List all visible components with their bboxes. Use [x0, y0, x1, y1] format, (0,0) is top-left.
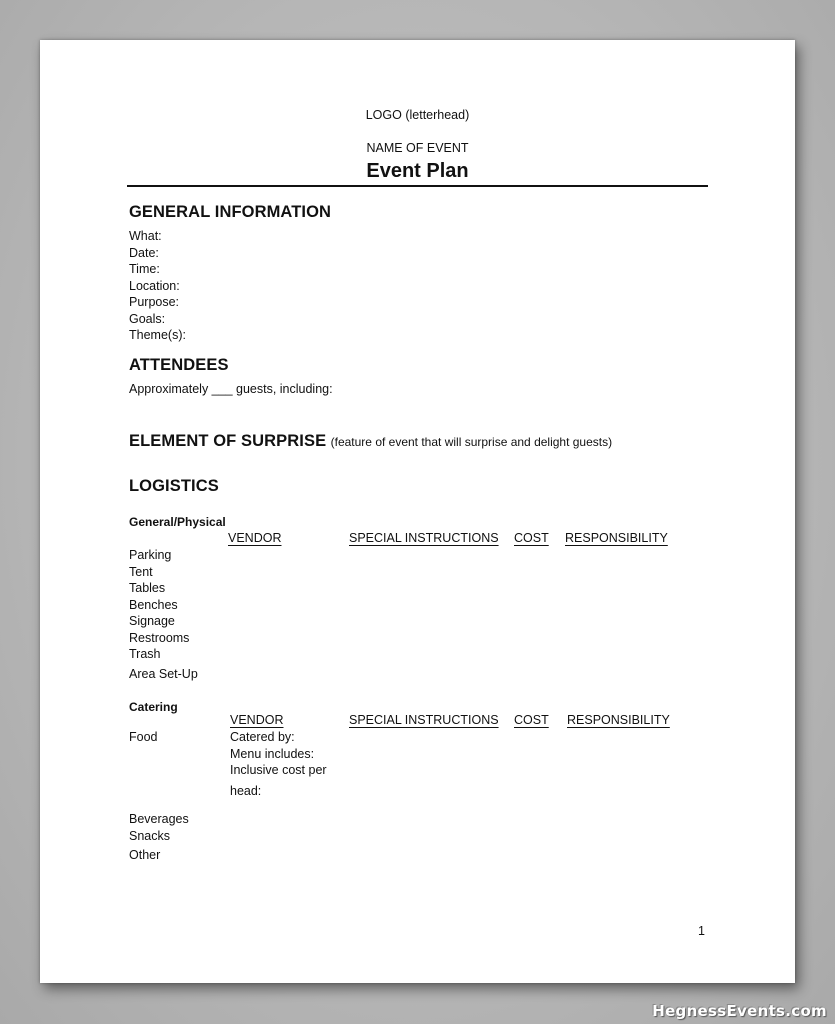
document-page	[40, 40, 795, 983]
item-trash: Trash	[129, 647, 161, 661]
column-responsibility: RESPONSIBILITY	[565, 531, 668, 545]
item-restrooms: Restrooms	[129, 630, 190, 645]
field-location: Location:	[129, 278, 180, 293]
surprise-section	[129, 432, 612, 451]
general-physical-heading: General/Physical	[129, 515, 226, 529]
item-signage: Signage	[129, 614, 175, 628]
item-snacks: Snacks	[129, 828, 170, 843]
logistics-heading: LOGISTICS	[129, 477, 219, 495]
catering-heading: Catering	[129, 700, 178, 714]
item-beverages: Beverages	[129, 812, 189, 826]
attendees-heading: ATTENDEES	[129, 356, 229, 374]
column-cost: COST	[514, 531, 549, 545]
vendor-menu-includes: Menu includes:	[230, 746, 315, 761]
item-benches: Benches	[129, 597, 178, 612]
logo-placeholder: LOGO (letterhead)	[365, 108, 470, 122]
attendees-text: Approximately ___ guests, including:	[129, 382, 333, 396]
column-vendor: VENDOR	[228, 531, 282, 545]
field-themes: Theme(s):	[129, 328, 186, 342]
surprise-heading: ELEMENT OF SURPRISE	[129, 432, 327, 450]
watermark: HegnessEvents.com	[652, 1002, 827, 1020]
field-time: Time:	[129, 262, 160, 276]
item-area-setup: Area Set-Up	[129, 666, 198, 681]
field-purpose: Purpose:	[129, 295, 180, 309]
vendor-inclusive-cost: Inclusive cost per	[230, 763, 327, 777]
catering-food-label: Food	[129, 730, 158, 744]
catering-column-responsibility: RESPONSIBILITY	[567, 713, 670, 727]
catering-column-vendor: VENDOR	[230, 713, 284, 727]
column-special-instructions: SPECIAL INSTRUCTIONS	[349, 531, 499, 545]
event-name: NAME OF EVENT	[366, 141, 469, 155]
catering-vendor-lines	[230, 729, 327, 799]
vendor-per-head: head:	[230, 783, 262, 798]
general-information-heading: GENERAL INFORMATION	[129, 203, 332, 221]
item-tent: Tent	[129, 564, 153, 579]
catering-items	[129, 811, 189, 864]
field-what: What:	[129, 229, 162, 243]
item-other: Other	[129, 848, 161, 862]
page-number: 1	[698, 924, 705, 938]
field-date: Date:	[129, 245, 159, 260]
item-parking: Parking	[129, 548, 172, 562]
general-information-fields	[129, 228, 186, 344]
catering-column-cost: COST	[514, 713, 549, 727]
vendor-catered-by: Catered by:	[230, 730, 295, 744]
field-goals: Goals:	[129, 311, 166, 326]
general-physical-items	[129, 547, 198, 682]
item-tables: Tables	[129, 581, 166, 595]
surprise-note: (feature of event that will surprise and delight guests)	[330, 435, 613, 449]
document-title: Event Plan	[366, 160, 469, 182]
title-divider	[127, 185, 708, 187]
catering-column-special-instructions: SPECIAL INSTRUCTIONS	[349, 713, 499, 727]
